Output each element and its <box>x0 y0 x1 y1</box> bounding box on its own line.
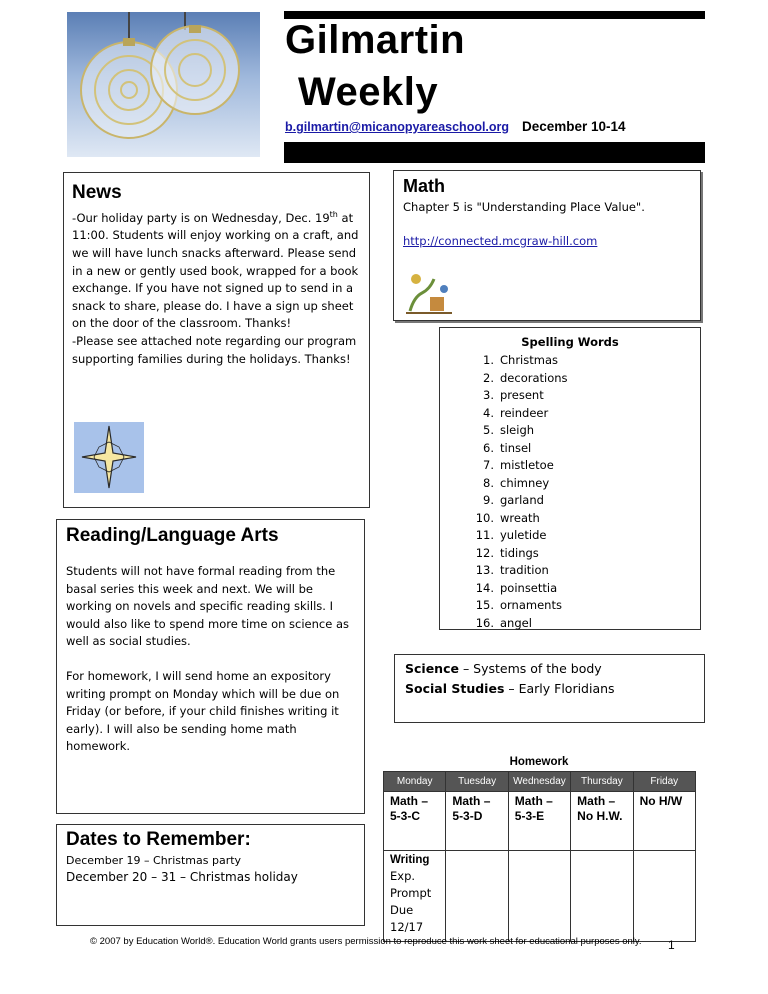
math-hw-thursday: Math – No H.W. <box>571 792 633 851</box>
spelling-word <box>472 527 568 545</box>
spelling-word <box>472 545 568 563</box>
news-box <box>63 172 370 508</box>
spelling-word-number: 10. <box>475 510 494 525</box>
spelling-word-text: present <box>500 388 544 402</box>
writing-hw-friday <box>633 851 695 942</box>
math-hw-friday: No H/W <box>633 792 695 851</box>
email-link[interactable]: b.gilmartin@micanopyareaschool.org <box>285 120 510 134</box>
science-text: – Systems of the body <box>458 661 602 676</box>
spelling-word-text: ornaments <box>500 598 562 612</box>
spelling-word-number: 8. <box>483 475 494 490</box>
newsletter-title-line1: Gilmartin <box>285 18 466 62</box>
science-box <box>394 654 705 723</box>
spelling-word-text: angel <box>500 615 532 630</box>
day-header-thursday: Thursday <box>571 772 633 792</box>
math-link[interactable]: http://connected.mcgraw-hill.com <box>403 234 598 248</box>
math-box <box>393 170 701 321</box>
math-text: Chapter 5 is "Understanding Place Value". <box>403 200 645 214</box>
spelling-word <box>472 422 568 440</box>
header-bottom-bar <box>284 142 705 163</box>
dates-box <box>56 824 365 926</box>
spelling-word-number: 6. <box>483 440 494 455</box>
spelling-word <box>472 405 568 423</box>
spelling-word-number: 2. <box>483 370 494 385</box>
date-line-2: December 20 – 31 – Christmas holiday <box>66 870 298 884</box>
spelling-word-text: yuletide <box>500 528 547 542</box>
math-hw-wednesday: Math – 5-3-E <box>508 792 570 851</box>
spelling-word-number: 13. <box>475 563 494 577</box>
math-hw-tuesday: Math – 5-3-D <box>446 792 508 851</box>
writing-body: Exp. Prompt Due 12/17 <box>390 869 432 934</box>
dates-title: Dates to Remember: <box>66 829 251 850</box>
news-title: News <box>72 182 122 203</box>
homework-caption: Homework <box>509 756 569 768</box>
page-number: 1 <box>668 938 675 952</box>
reading-paragraph1: Students will not have formal reading from the basal series this week and next. We will be working on novels and specific reading skills. I would also like to spend more time on science as well as social studies. <box>66 564 350 649</box>
science-line <box>405 661 602 676</box>
spelling-word-number: 15. <box>475 598 494 612</box>
spelling-word-number: 7. <box>483 458 494 472</box>
spelling-word <box>472 387 568 405</box>
spelling-word <box>472 457 568 475</box>
spelling-word-number: 9. <box>483 493 494 507</box>
spelling-word-number: 4. <box>483 405 494 420</box>
spelling-word-text: chimney <box>500 475 550 490</box>
ornament-image <box>67 12 260 157</box>
social-studies-label: Social Studies <box>405 681 505 696</box>
reading-title: Reading/Language Arts <box>66 525 279 546</box>
spelling-word <box>472 597 568 615</box>
reading-paragraph2: For homework, I will send home an expository writing prompt on Monday which will be due on Friday (or before, if your child finishes writing it early). I will also be sending home math homework. <box>66 669 340 754</box>
science-label: Science <box>405 661 459 676</box>
spelling-word-text: decorations <box>500 370 568 385</box>
spelling-word-number: 3. <box>483 388 494 402</box>
spelling-word-number: 14. <box>475 580 494 595</box>
spelling-word-number: 5. <box>483 423 494 437</box>
spelling-word-text: sleigh <box>500 423 535 437</box>
news-text-end: at 11:00. Students will enjoy working on a craft, and we will have lunch snacks afterward. Please send in a new or gently used book, wrapped for a book exchange. If you have not signed up to send in a snack to share, please do. I have a sign up sheet on the door of the classroom. Thanks! <box>72 210 359 331</box>
writing-hw-wednesday <box>508 851 570 942</box>
reading-box <box>56 519 365 814</box>
spelling-word <box>472 492 568 510</box>
writing-hw-monday <box>384 851 446 942</box>
news-superscript: th <box>329 210 338 219</box>
spelling-word <box>472 562 568 580</box>
spelling-box <box>439 327 701 630</box>
math-clipart <box>404 267 456 317</box>
news-body <box>72 206 364 368</box>
day-header-friday: Friday <box>633 772 695 792</box>
spelling-word-number: 1. <box>483 353 494 367</box>
spelling-word-text: tradition <box>500 563 549 577</box>
math-title: Math <box>403 176 445 196</box>
spelling-word <box>472 615 568 633</box>
spelling-word-text: mistletoe <box>500 458 554 472</box>
social-studies-line <box>405 681 615 696</box>
spelling-word <box>472 580 568 598</box>
spelling-word <box>472 475 568 493</box>
social-studies-text: – Early Floridians <box>504 681 615 696</box>
spelling-word <box>472 370 568 388</box>
spelling-word-text: garland <box>500 493 544 507</box>
date-line-1: December 19 – Christmas party <box>66 854 242 867</box>
spelling-word-text: Christmas <box>500 353 558 367</box>
copyright-footer: © 2007 by Education World®. Education World grants users permission to reproduce this work sheet for educational purposes only. <box>90 936 642 947</box>
news-paragraph2: -Please see attached note regarding our program supporting families during the holidays. Thanks! <box>72 333 357 366</box>
week-dates: December 10-14 <box>522 119 626 134</box>
spelling-word-text: poinsettia <box>500 580 558 595</box>
spelling-word-text: reindeer <box>500 405 549 420</box>
newsletter-title-line2: Weekly <box>298 70 439 114</box>
spelling-word-text: tidings <box>500 545 539 560</box>
day-header-tuesday: Tuesday <box>446 772 508 792</box>
spelling-word-text: wreath <box>500 510 540 525</box>
spelling-word-text: tinsel <box>500 440 532 455</box>
writing-hw-tuesday <box>446 851 508 942</box>
spelling-word <box>472 440 568 458</box>
news-text-start: -Our holiday party is on Wednesday, Dec. 19 <box>72 210 330 225</box>
spelling-word-number: 11. <box>475 528 494 542</box>
spelling-list <box>472 352 568 632</box>
spelling-word-number: 16. <box>475 615 494 630</box>
homework-table <box>383 771 696 942</box>
writing-title: Writing <box>390 854 430 866</box>
spelling-word <box>472 510 568 528</box>
math-hw-monday: Math – 5-3-C <box>384 792 446 851</box>
star-image <box>74 422 144 493</box>
spelling-word-number: 12. <box>475 545 494 560</box>
spelling-word <box>472 352 568 370</box>
day-header-monday: Monday <box>384 772 446 792</box>
spelling-title: Spelling Words <box>521 335 619 349</box>
writing-hw-thursday <box>571 851 633 942</box>
day-header-wednesday: Wednesday <box>508 772 570 792</box>
